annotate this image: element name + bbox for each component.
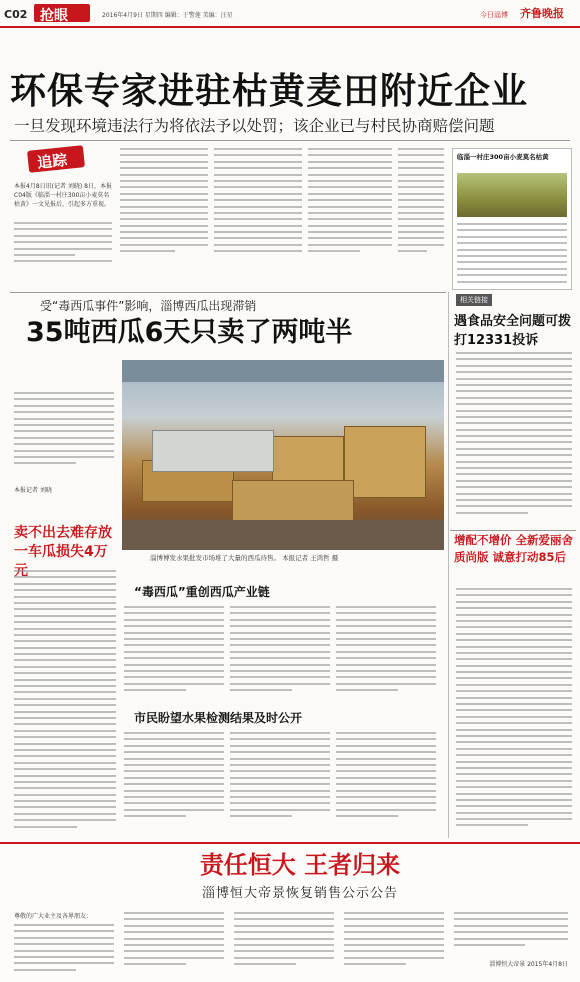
melon-photo <box>122 360 444 550</box>
sidebar-story2-headline: 增配不增价 全新爱丽舍质尚版 诚意打动85后 <box>454 533 574 564</box>
hope-body-col2 <box>230 732 330 830</box>
thumbnail-photo <box>457 173 567 217</box>
truck-shape <box>152 430 274 472</box>
ad-intro: 尊敬的广大业主及各界朋友： <box>14 913 93 920</box>
lead-bottom-rule <box>10 292 446 293</box>
melon-byline: 本报记者 刘晓 <box>14 487 52 494</box>
ad-body-col3 <box>234 912 334 978</box>
ad-body-col5 <box>454 912 568 956</box>
thumbnail-text <box>457 223 567 285</box>
thumbnail-caption: 临淄一村庄300亩小麦莫名枯黄 <box>457 153 549 161</box>
ad-headline: 责任恒大 王者归来 <box>199 851 401 879</box>
lead-body-col4 <box>308 148 392 268</box>
market-roof <box>122 360 444 382</box>
ad-body-col4 <box>344 912 444 978</box>
chain-body-col2 <box>230 606 330 702</box>
melon-kicker: 受“毒西瓜事件”影响，淄博西瓜出现滞销 <box>40 299 257 313</box>
ad-panel <box>0 842 580 982</box>
melon-headline: 35吨西瓜6天只卖了两吨半 <box>26 317 353 348</box>
dateline: 2016年4月9日 星期四 编辑：于警莲 美编：汪星 <box>102 12 233 19</box>
chain-body-col3 <box>336 606 436 702</box>
melon-intro <box>14 392 114 476</box>
crate-stack <box>232 480 354 522</box>
chain-headline: “毒西瓜”重创西瓜产业链 <box>134 585 270 599</box>
lead-body-col2 <box>120 148 208 268</box>
page-number: C02 <box>4 8 28 21</box>
lead-body-col5 <box>398 148 444 268</box>
lead-body-col3 <box>214 148 302 268</box>
melon-side-headline: 卖不出去难存放 一车瓜损失4万元 <box>14 525 112 579</box>
sidebar-body <box>456 352 572 520</box>
sidebar-headline: 遇食品安全问题可拨打12331投诉 <box>454 314 572 348</box>
hope-body-col1 <box>124 732 224 830</box>
lead-byline: 本报4月8日讯(记者 刘晓) 8日，本报C04版《临淄一村庄300亩小麦莫名枯黄》一文见报后，引起多方重视。 <box>14 183 112 208</box>
ad-subhead: 淄博恒大帝景恢复销售公示公告 <box>201 886 398 901</box>
crate-stack <box>344 426 426 498</box>
ad-body-col2 <box>124 912 224 978</box>
sidebar-rule <box>450 530 576 531</box>
ad-body-col1 <box>14 924 114 978</box>
section-title: 抢眼 <box>40 8 68 24</box>
hope-headline: 市民盼望水果检测结果及时公开 <box>134 711 303 725</box>
melon-side-body <box>14 570 116 832</box>
sidebar-story2-body <box>456 588 572 834</box>
brand-logo: 齐鲁晚报 <box>520 7 564 20</box>
masthead <box>0 0 580 26</box>
photo-caption: 淄博博发水果批发市场堆了大量的西瓜待售。 本报记者 王鸿哲 摄 <box>150 554 339 562</box>
chain-body-col1 <box>124 606 224 702</box>
related-link-label: 相关链接 <box>456 294 492 306</box>
lead-subhead: 一旦发现环境违法行为将依法予以处罚；该企业已与村民协商赔偿问题 <box>14 117 495 135</box>
lead-divider <box>10 140 570 141</box>
tag-label: 追踪 <box>36 150 69 172</box>
lead-headline: 环保专家进驻枯黄麦田附近企业 <box>10 71 529 112</box>
lead-thumbnail <box>452 148 572 290</box>
lead-body-col1 <box>14 222 112 268</box>
hope-body-col3 <box>336 732 436 830</box>
masthead-rule <box>0 26 580 28</box>
ground <box>122 520 444 550</box>
section-badge <box>34 4 90 22</box>
sidebar-divider <box>448 292 449 838</box>
ad-signoff: 淄博恒大帝景 2015年4月8日 <box>489 961 568 968</box>
brand-small: 今日淄博 <box>480 11 508 19</box>
tag-badge <box>27 145 85 173</box>
